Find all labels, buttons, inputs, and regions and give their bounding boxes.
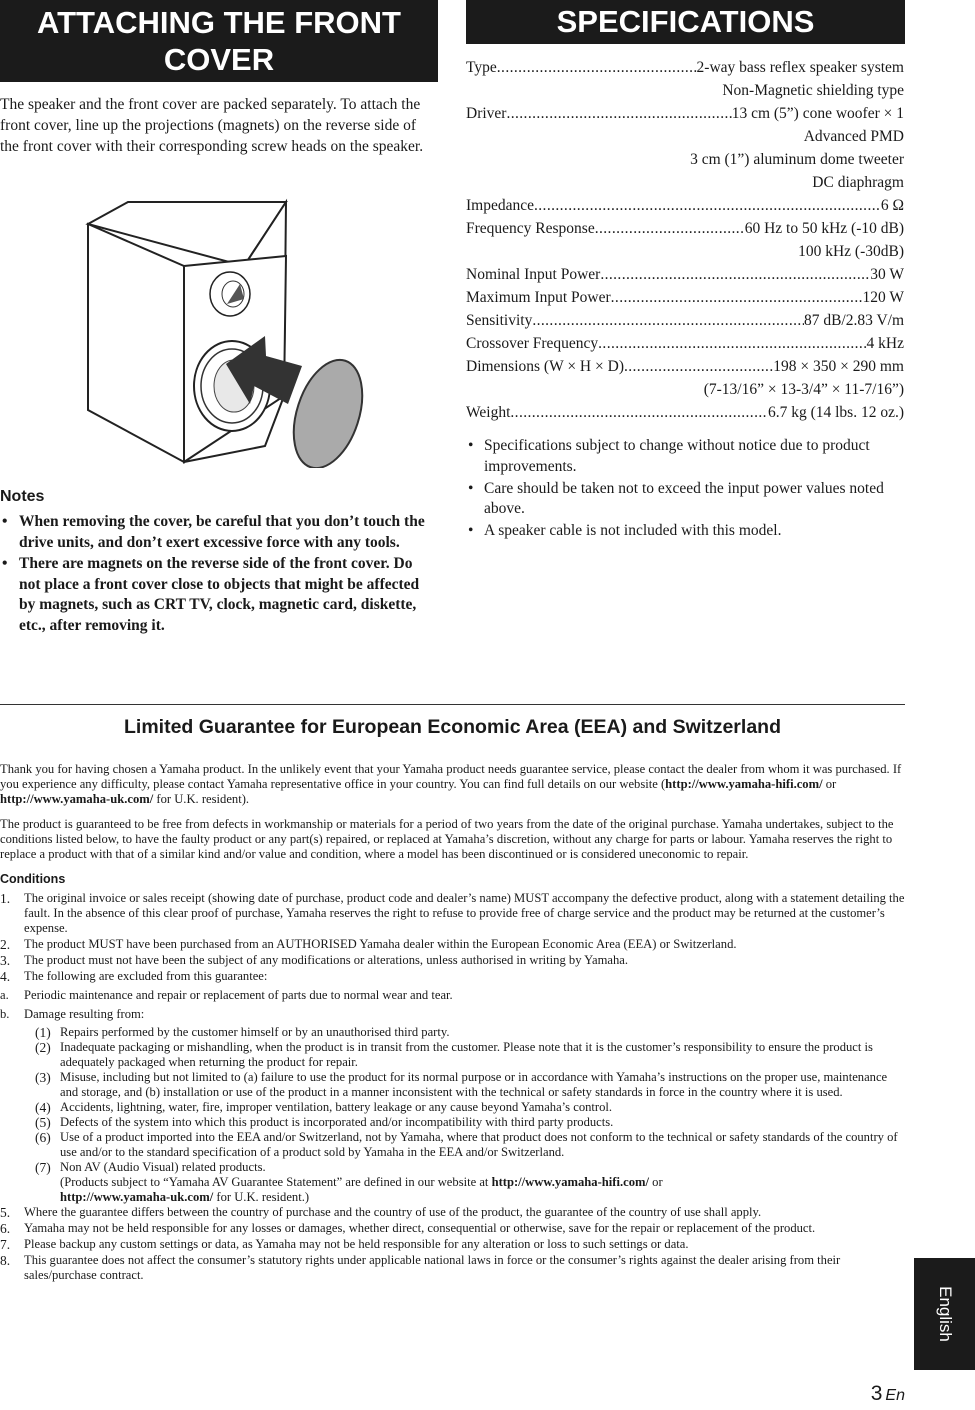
notes-title: Notes xyxy=(0,488,45,505)
spec-value: 2-way bass reflex speaker system xyxy=(696,59,904,76)
language-tab xyxy=(914,1258,975,1370)
note-item: • When removing the cover, be careful that you don’t touch the drive units, and don’t exert excessive force with any tools. xyxy=(0,512,436,553)
damage-cause-item: (5) Defects of the system into which this product is incorporated and/or incompatibility with third party products. xyxy=(35,1115,614,1130)
specifications-heading: SPECIFICATIONS xyxy=(466,0,905,44)
specifications-list xyxy=(466,56,904,424)
spec-continuation: Non-Magnetic shielding type xyxy=(722,82,904,99)
notes-section xyxy=(0,488,436,638)
spec-row-weight xyxy=(466,401,904,424)
spec-value: 30 W xyxy=(870,266,904,283)
page-number: 3 En xyxy=(870,1382,905,1405)
notes-list xyxy=(0,512,436,637)
note-item: • There are magnets on the reverse side of the front cover. Do not place a front cover close to objects that might be affected by magnets, such as CRT TV, clock, magnetic card, diskette, etc., after removing it. xyxy=(0,554,436,636)
attaching-front-cover-heading: ATTACHING THE FRONT COVER xyxy=(0,0,438,82)
damage-cause-item: (7) Non AV (Audio Visual) related products. (Products subject to “Yamaha AV Guarantee Statement” are defined in our website at http://www.yamaha-hifi.com/ or http://www.yamaha-uk.com/ for U.K. resident.) xyxy=(35,1160,663,1204)
damage-cause-item: (6) Use of a product imported into the EEA and/or Switzerland, not by Yamaha, where that product does not conform to the technical or safety standards of the country of use and/or to the standard specification of a product sold by Yamaha in the EEA and/or Switzerland. xyxy=(35,1130,898,1159)
spec-row-maximum-input-power xyxy=(466,286,904,309)
spec-value: 4 kHz xyxy=(866,335,904,352)
damage-cause-item: (1) Repairs performed by the customer himself or by an unauthorised third party. xyxy=(35,1025,450,1040)
website-link-uk[interactable]: http://www.yamaha-uk.com/ xyxy=(0,792,154,806)
spec-label: Crossover Frequency xyxy=(466,335,599,352)
spec-continuation: Advanced PMD xyxy=(803,128,904,145)
website-link-hifi[interactable]: http://www.yamaha-hifi.com/ xyxy=(665,777,823,791)
spec-value: 13 cm (5”) cone woofer × 1 xyxy=(731,105,904,122)
spec-value: 120 W xyxy=(862,289,904,306)
spec-row-frequency-response xyxy=(466,217,904,240)
spec-label: Driver xyxy=(466,105,507,122)
spec-row-driver xyxy=(466,102,904,125)
spec-row-crossover-frequency xyxy=(466,332,904,355)
exclusion-item: b. Damage resulting from: xyxy=(0,1007,145,1021)
spec-label: Type xyxy=(466,59,497,76)
spec-notes-list xyxy=(466,436,904,543)
spec-continuation: 100 kHz (-30dB) xyxy=(798,243,904,260)
condition-item: 6. Yamaha may not be held responsible for any losses or damages, whether direct, consequential or otherwise, save for the repair or replacement of the product. xyxy=(0,1221,816,1236)
condition-item: 2. The product MUST have been purchased from an AUTHORISED Yamaha dealer within the European Economic Area (EEA) or Switzerland. xyxy=(0,937,737,952)
spec-note-item: • Care should be taken not to exceed the input power values noted above. xyxy=(466,479,904,521)
spec-value: 198 × 350 × 290 mm xyxy=(773,358,904,375)
damage-cause-item: (3) Misuse, including but not limited to (a) failure to use the product for its normal purpose or in accordance with Yamaha’s instructions on the proper use, maintenance and storage, and (b) installation or use of the product in a manner inconsistent with the technical or safety standards in force in the country where it is used. xyxy=(35,1070,888,1099)
spec-value: 6 Ω xyxy=(880,197,904,214)
website-link-uk[interactable]: http://www.yamaha-uk.com/ xyxy=(60,1190,214,1204)
condition-item: 1. The original invoice or sales receipt (showing date of purchase, product code and dealer’s name) MUST accompany the defective product, along with a statement detailing the fault. In the absence of this clear proof of purchase, Yamaha reserves the right to refuse to provide free of charge service and the product may be returned at the customer’s expense. xyxy=(0,891,905,935)
guarantee-section xyxy=(0,762,905,1284)
spec-continuation: 3 cm (1”) aluminum dome tweeter xyxy=(690,151,904,168)
language-label: English xyxy=(935,1286,955,1342)
spec-label: Dimensions (W × H × D) xyxy=(466,358,624,375)
spec-row-nominal-input-power xyxy=(466,263,904,286)
guarantee-title: Limited Guarantee for European Economic Area (EEA) and Switzerland xyxy=(124,716,781,738)
spec-row-sensitivity xyxy=(466,309,904,332)
spec-row-type xyxy=(466,56,904,79)
spec-continuation: (7-13/16” × 13-3/4” × 11-7/16”) xyxy=(703,381,904,398)
condition-item: 8. This guarantee does not affect the consumer’s statutory rights under applicable national laws in force or the consumer’s rights against the dealer arising from their sales/purchase contract. xyxy=(0,1253,841,1282)
guarantee-intro: Thank you for having chosen a Yamaha product. In the unlikely event that your Yamaha product needs guarantee service, please contact the dealer from whom it was purchased. If you experience any difficulty, please contact Yamaha representative office in your country. You can find full details on our website (http://www.yamaha-hifi.com/ or http://www.yamaha-uk.com/ for U.K. resident). xyxy=(0,762,902,806)
spec-continuation: DC diaphragm xyxy=(812,174,904,191)
condition-item: 5. Where the guarantee differs between the country of purchase and the country of use of the product, the guarantee of the country of use shall apply. xyxy=(0,1205,762,1220)
spec-row-impedance xyxy=(466,194,904,217)
spec-label: Nominal Input Power xyxy=(466,266,601,283)
attach-instructions: The speaker and the front cover are packed separately. To attach the front cover, line up the projections (magnets) on the reverse side of the front cover with their corresponding screw heads on the speaker. xyxy=(0,96,424,155)
spec-label: Impedance xyxy=(466,197,534,214)
spec-value: 87 dB/2.83 V/m xyxy=(803,312,904,329)
website-link-hifi[interactable]: http://www.yamaha-hifi.com/ xyxy=(491,1175,649,1189)
exclusion-item: a. Periodic maintenance and repair or replacement of parts due to normal wear and tear. xyxy=(0,988,453,1002)
spec-value: 60 Hz to 50 kHz (-10 dB) xyxy=(744,220,904,237)
spec-label: Sensitivity xyxy=(466,312,533,329)
condition-item: 7. Please backup any custom settings or data, as Yamaha may not be held responsible for any alteration or loss to such settings or data. xyxy=(0,1237,689,1252)
condition-item: 3. The product must not have been the subject of any modifications or alterations, unless authorised in writing by Yamaha. xyxy=(0,953,629,968)
guarantee-terms: The product is guaranteed to be free from defects in workmanship or materials for a period of two years from the date of the original purchase. Yamaha undertakes, subject to the conditions listed below, to have the faulty product or any part(s) repaired, or replaced at Yamaha’s discretion, without any charge for parts or labour. Yamaha reserves the right to replace a product with that of a similar kind and/or value and condition, where a model has been discontinued or is considered uneconomic to repair. xyxy=(0,817,894,861)
spec-label: Frequency Response xyxy=(466,220,595,237)
spec-note-item: • Specifications subject to change without notice due to product improvements. xyxy=(466,436,904,478)
damage-cause-item: (2) Inadequate packaging or mishandling, when the product is in transit from the customer. Please note that it is the customer’s responsibility to ensure the product is adequately packaged when returning the product for repair. xyxy=(35,1040,873,1069)
condition-item: 4. The following are excluded from this guarantee: xyxy=(0,969,268,984)
damage-cause-item: (4) Accidents, lightning, water, fire, improper ventilation, battery leakage or any cause beyond Yamaha’s control. xyxy=(35,1100,613,1115)
section-divider xyxy=(0,704,905,705)
speaker-front-cover-illustration xyxy=(80,196,370,468)
spec-note-item: • A speaker cable is not included with this model. xyxy=(466,521,904,542)
spec-row-dimensions xyxy=(466,355,904,378)
spec-label: Maximum Input Power xyxy=(466,289,611,306)
conditions-title: Conditions xyxy=(0,872,66,886)
spec-value: 6.7 kg (14 lbs. 12 oz.) xyxy=(767,404,904,421)
spec-label: Weight xyxy=(466,404,511,421)
